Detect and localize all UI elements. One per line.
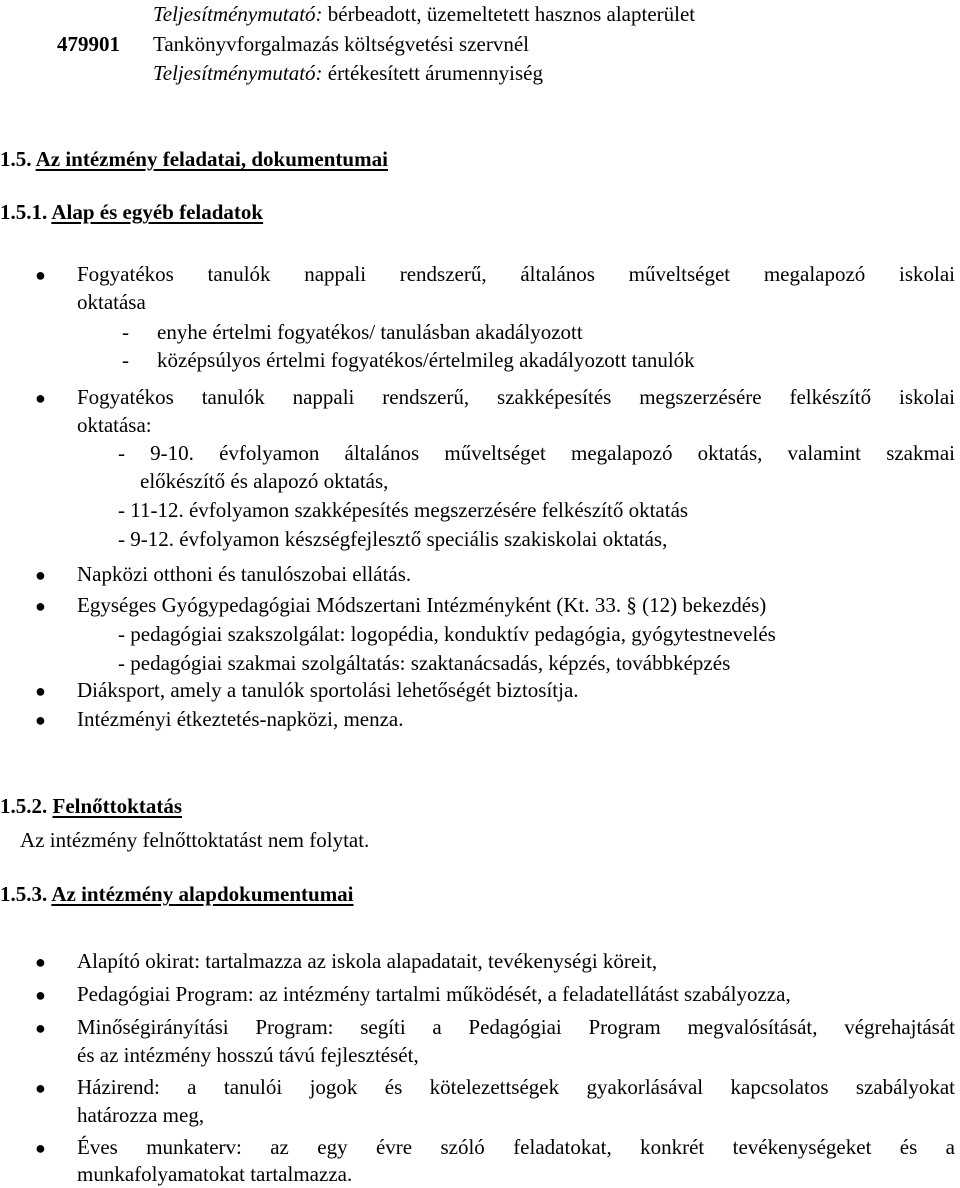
sub-item-text: előkészítő és alapozó oktatás, — [140, 469, 389, 493]
sub-item-text: - 9-10. évfolyamon általános műveltséget megalapozó oktatás, valamint szakmai — [118, 441, 955, 465]
dash-icon: - — [122, 348, 129, 372]
sub-item-text: - pedagógiai szakszolgálat: logopédia, konduktív pedagógia, gyógytestnevelés — [118, 622, 776, 646]
list-item-text: Intézményi étkeztetés-napközi, menza. — [77, 707, 404, 731]
bullet-icon: ● — [35, 565, 46, 585]
paragraph: Az intézmény felnőttoktatást nem folytat. — [20, 828, 370, 852]
section-title: Az intézmény alapdokumentumai — [51, 882, 354, 906]
section-title: Az intézmény feladatai, dokumentumai — [35, 147, 388, 171]
performance-indicator-text: értékesített árumennyiség — [322, 61, 543, 85]
section-number: 1.5.2. — [0, 794, 48, 818]
list-item-text: Fogyatékos tanulók nappali rendszerű, szakképesítés megszerzésére felkészítő iskolai — [77, 385, 955, 409]
bullet-icon: ● — [35, 1078, 46, 1098]
section-number: 1.5. — [0, 147, 32, 171]
sub-item-text: középsúlyos értelmi fogyatékos/értelmileg akadályozott tanulók — [157, 348, 695, 372]
bullet-icon: ● — [35, 681, 46, 701]
bullet-icon: ● — [35, 265, 46, 285]
performance-indicator-label: Teljesítménymutató: — [153, 61, 323, 85]
bullet-icon: ● — [35, 710, 46, 730]
list-item-text: Pedagógiai Program: az intézmény tartalmi működését, a feladatellátást szabályozza, — [77, 982, 791, 1006]
sub-item-text: - pedagógiai szakmai szolgáltatás: szaktanácsadás, képzés, továbbképzés — [118, 651, 731, 675]
performance-indicator-label: Teljesítménymutató: — [153, 2, 323, 26]
list-item-text: Egységes Gyógypedagógiai Módszertani Intézményként (Kt. 33. § (12) bekezdés) — [77, 593, 767, 617]
section-heading-1-5 — [0, 145, 388, 173]
list-item-text: oktatása: — [77, 413, 152, 437]
section-title: Alap és egyéb feladatok — [51, 200, 264, 224]
sub-item-text: - 9-12. évfolyamon készségfejlesztő speciális szakiskolai oktatás, — [118, 527, 668, 551]
performance-indicator-text: bérbeadott, üzemeltetett hasznos alapterület — [322, 2, 696, 26]
activity-code: 479901 — [57, 32, 120, 56]
list-item-text: Napközi otthoni és tanulószobai ellátás. — [77, 562, 412, 586]
sub-item-text: - 11-12. évfolyamon szakképesítés megszerzésére felkészítő oktatás — [118, 498, 689, 522]
dash-icon: - — [122, 320, 129, 344]
list-item-text: Alapító okirat: tartalmazza az iskola alapadatait, tevékenységi köreit, — [77, 949, 658, 973]
bullet-icon: ● — [35, 1018, 46, 1038]
bullet-icon: ● — [35, 388, 46, 408]
list-item-text: Házirend: a tanulói jogok és kötelezettségek gyakorlásával kapcsolatos szabályokat — [77, 1075, 955, 1099]
section-title: Felnőttoktatás — [52, 794, 182, 818]
section-heading-1-5-3 — [0, 880, 354, 908]
list-item-text: határozza meg, — [77, 1103, 205, 1127]
list-item-text: Minőségirányítási Program: segíti a Pedagógiai Program megvalósítását, végrehajtását — [77, 1015, 955, 1039]
bullet-icon: ● — [35, 1138, 46, 1158]
section-number: 1.5.1. — [0, 200, 48, 224]
performance-indicator-line-1 — [153, 0, 695, 28]
section-heading-1-5-1 — [0, 198, 263, 226]
list-item-text: Diáksport, amely a tanulók sportolási lehetőségét biztosítja. — [77, 678, 579, 702]
bullet-icon: ● — [35, 985, 46, 1005]
section-heading-1-5-2 — [0, 792, 182, 820]
list-item-text: Éves munkaterv: az egy évre szóló feladatokat, konkrét tevékenységeket és a — [77, 1135, 955, 1159]
list-item-text: oktatása — [77, 290, 146, 314]
performance-indicator-line-2 — [153, 59, 543, 87]
bullet-icon: ● — [35, 596, 46, 616]
bullet-icon: ● — [35, 952, 46, 972]
section-number: 1.5.3. — [0, 882, 48, 906]
list-item-text: munkafolyamatokat tartalmazza. — [77, 1162, 353, 1186]
sub-item-text: enyhe értelmi fogyatékos/ tanulásban akadályozott — [157, 320, 583, 344]
activity-description: Tankönyvforgalmazás költségvetési szervnél — [153, 32, 530, 56]
list-item-text: és az intézmény hosszú távú fejlesztését, — [77, 1043, 419, 1067]
list-item-text: Fogyatékos tanulók nappali rendszerű, általános műveltséget megalapozó iskolai — [77, 262, 955, 286]
